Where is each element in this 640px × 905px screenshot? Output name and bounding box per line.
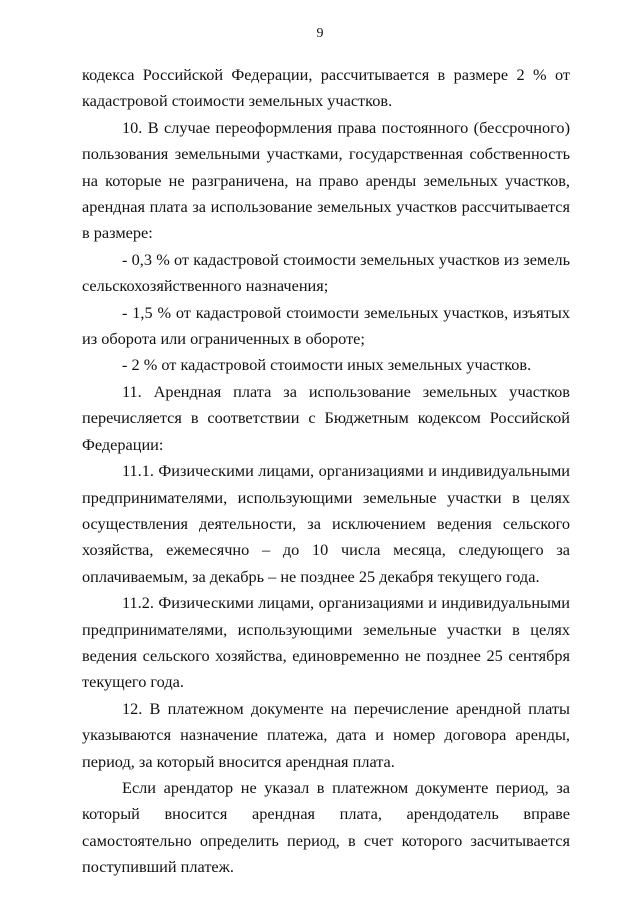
- paragraph-10: 10. В случае переоформления права постоянного (бессрочного) пользования земельными участками, государственная собственность на которые не разграничена, на право аренды земельных участков, арендная плата за использование земельных участков рассчитывается в размере:: [82, 117, 570, 243]
- paragraph-period: Если арендатор не указал в платежном документе период, за который вносится арендная плата, арендодатель вправе самостоятельно определить период, в счет которого засчитывается поступивший платеж.: [82, 777, 570, 877]
- paragraph-11-2: 11.2. Физическими лицами, организациями и индивидуальными предпринимателями, использующими земельные участки в целях ведения сельского хозяйства, единовременно не позднее 25 сентября текущего года.: [82, 593, 570, 692]
- list-item-other: - 2 % от кадастровой стоимости иных земельных участков.: [122, 355, 532, 375]
- page-number: 9: [316, 26, 324, 41]
- paragraph-11-1: 11.1. Физическими лицами, организациями и индивидуальными предпринимателями, использующими земельные участки в целях осуществления деятельности, за исключением ведения сельского хозяйства, ежемесячно – до 10 числа месяца, следующего за оплачиваемым, за декабрь – не позднее 25 декабря текущего года.: [82, 461, 570, 586]
- paragraph-continuation: кодекса Российской Федерации, рассчитывается в размере 2 % от кадастровой стоимости земельных участков.: [82, 65, 570, 111]
- list-item-restricted: - 1,5 % от кадастровой стоимости земельных участков, изъятых из оборота или ограниченных в обороте;: [82, 302, 570, 349]
- document-body: [82, 62, 570, 881]
- paragraph-11: 11. Арендная плата за использование земельных участков перечисляется в соответствии с Бюджетным кодексом Российской Федерации:: [82, 381, 570, 454]
- paragraph-12: 12. В платежном документе на перечисление арендной платы указываются назначение платежа, дата и номер договора аренды, период, за который вносится арендная плата.: [82, 698, 570, 771]
- list-item-agricultural: - 0,3 % от кадастровой стоимости земельных участков из земель сельскохозяйственного назначения;: [82, 249, 570, 296]
